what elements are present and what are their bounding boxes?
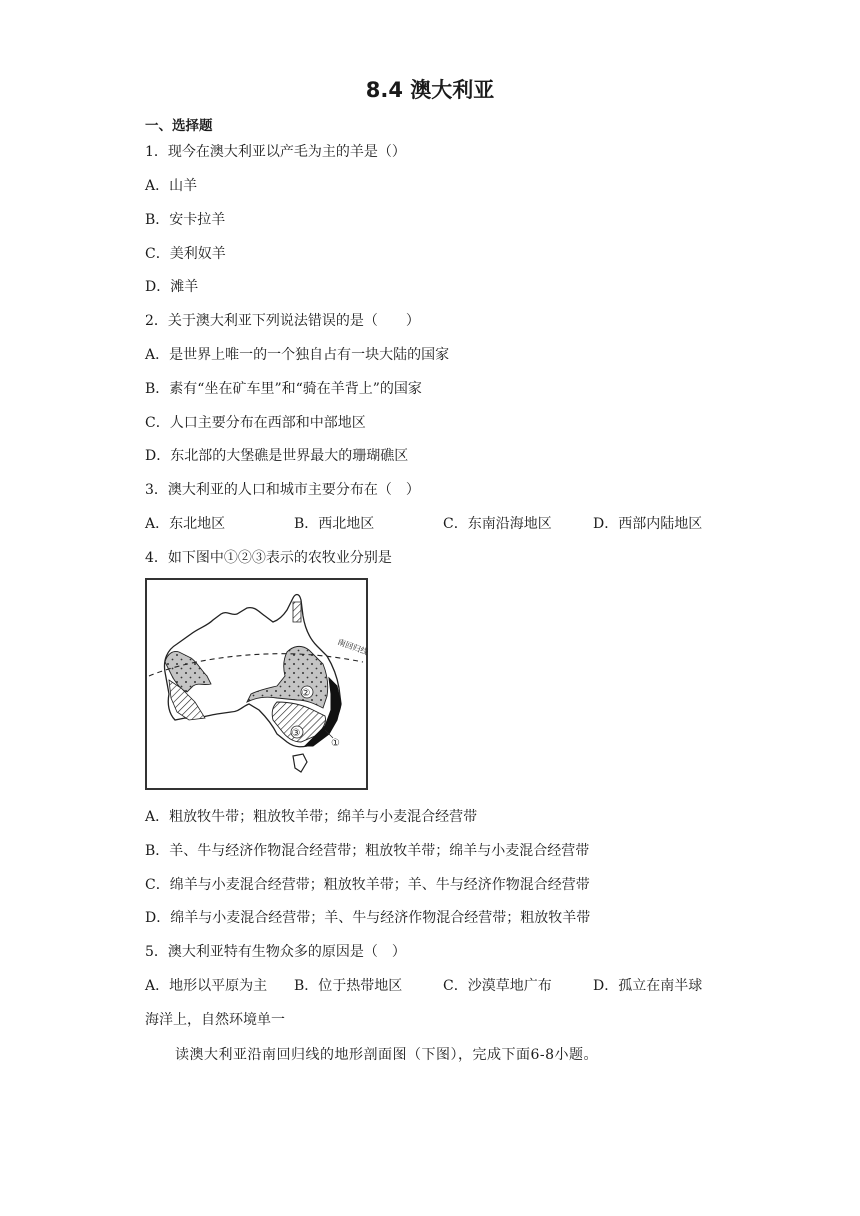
q3-option-c: C．东南沿海地区 (443, 516, 552, 532)
section-heading: 一、选择题 (145, 118, 213, 134)
q2-option-d: D．东北部的大堡礁是世界最大的珊瑚礁区 (145, 448, 409, 464)
q4-option-c: C．绵羊与小麦混合经营带；粗放牧羊带；羊、牛与经济作物混合经营带 (145, 877, 590, 893)
tasmania (293, 754, 307, 772)
q3-option-a: A．东北地区 (145, 516, 226, 532)
q4-option-d: D．绵羊与小麦混合经营带；羊、牛与经济作物混合经营带；粗放牧羊带 (145, 910, 591, 926)
marker-3: ③ (291, 728, 301, 739)
page-title: 8.4 澳大利亚 (365, 78, 495, 102)
question-4-stem: 4．如下图中①②③表示的农牧业分别是 (145, 550, 392, 566)
q1-option-c: C．美利奴羊 (145, 246, 226, 262)
q1-option-b: B．安卡拉羊 (145, 212, 226, 228)
question-3-stem: 3．澳大利亚的人口和城市主要分布在（ ） (145, 482, 420, 498)
q3-option-d: D．西部内陆地区 (593, 516, 703, 532)
question-2-stem: 2．关于澳大利亚下列说法错误的是（ ） (145, 313, 420, 329)
q4-option-a: A．粗放牧牛带；粗放牧羊带；绵羊与小麦混合经营带 (145, 809, 478, 825)
q5-option-d-continuation: 海洋上，自然环境单一 (145, 1012, 285, 1028)
q5-option-a: A．地形以平原为主 (145, 978, 268, 994)
question-1-stem: 1．现今在澳大利亚以产毛为主的羊是（） (145, 144, 406, 160)
question-5-stem: 5．澳大利亚特有生物众多的原因是（ ） (145, 944, 406, 960)
marker-2: ② (301, 688, 311, 699)
q2-option-a: A．是世界上唯一的一个独自占有一块大陆的国家 (145, 347, 450, 363)
marker-1: ① (331, 738, 340, 749)
q1-option-a: A．山羊 (145, 178, 198, 194)
cape-york-hatch (293, 602, 301, 622)
q5-option-b: B．位于热带地区 (294, 978, 403, 994)
australia-agriculture-map (145, 578, 368, 790)
q1-option-d: D．滩羊 (145, 279, 199, 295)
q3-option-b: B．西北地区 (294, 516, 375, 532)
q5-option-d: D．孤立在南半球 (593, 978, 703, 994)
q2-option-c: C．人口主要分布在西部和中部地区 (145, 415, 366, 431)
q2-option-b: B．素有“坐在矿车里”和“骑在羊背上”的国家 (145, 381, 422, 397)
q4-option-b: B．羊、牛与经济作物混合经营带；粗放牧羊带；绵羊与小麦混合经营带 (145, 843, 590, 859)
passage-intro: 读澳大利亚沿南回归线的地形剖面图（下图），完成下面6-8小题。 (175, 1047, 599, 1063)
q5-option-c: C．沙漠草地广布 (443, 978, 552, 994)
tropic-label: 南回归线 (336, 637, 370, 657)
